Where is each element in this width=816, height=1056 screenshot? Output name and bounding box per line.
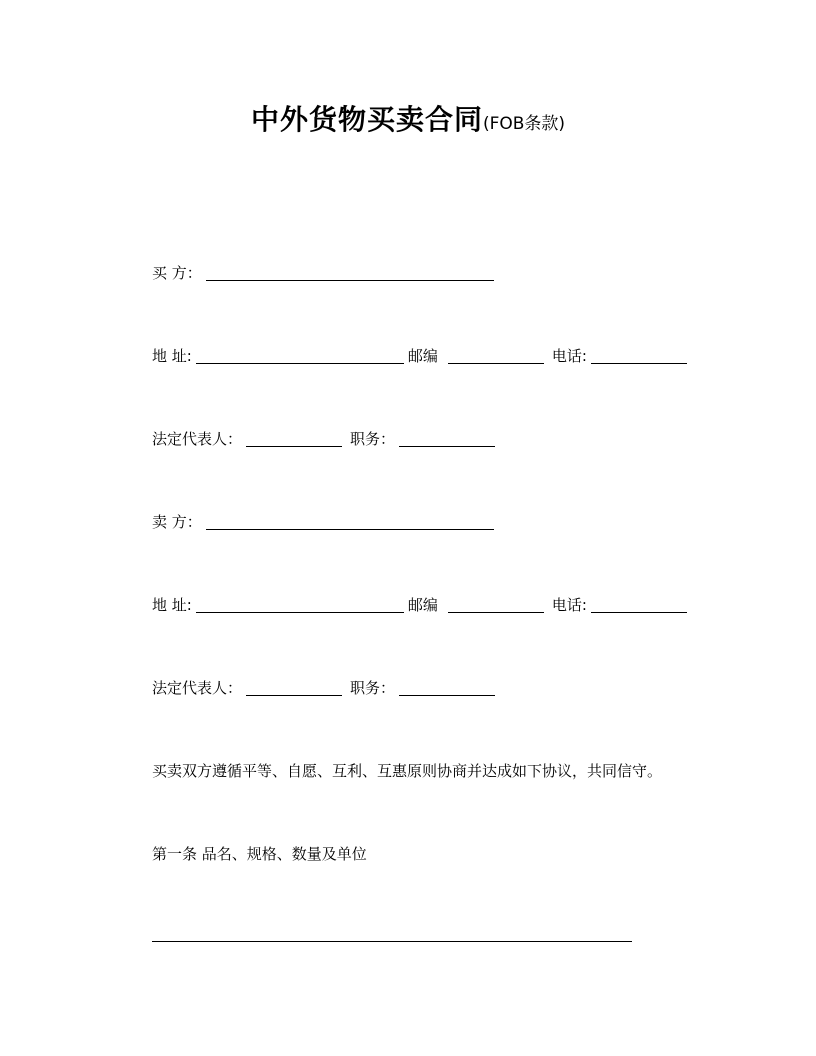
seller-address-blank[interactable]	[196, 592, 404, 613]
seller-address-label: 地 址:	[152, 596, 192, 614]
buyer-address-line	[152, 343, 691, 367]
buyer-phone-label: 电话:	[551, 347, 587, 365]
buyer-phone-blank[interactable]	[591, 343, 687, 364]
agreement-paragraph: 买卖双方遵循平等、自愿、互利、互惠原则协商并达成如下协议，共同信守。	[152, 762, 663, 780]
seller-name-blank[interactable]	[206, 509, 494, 530]
seller-postcode-blank[interactable]	[448, 592, 544, 613]
article-1-heading: 第一条 品名、规格、数量及单位	[152, 845, 367, 863]
seller-position-label: 职务：	[350, 679, 396, 697]
buyer-address-label: 地 址:	[152, 347, 192, 365]
buyer-postcode-blank[interactable]	[448, 343, 544, 364]
seller-phone-blank[interactable]	[591, 592, 687, 613]
buyer-address-blank[interactable]	[196, 343, 404, 364]
seller-legal-rep-blank[interactable]	[246, 675, 342, 696]
seller-legal-rep-line	[152, 675, 499, 699]
buyer-position-label: 职务：	[350, 430, 396, 448]
seller-label: 卖 方：	[152, 513, 202, 531]
buyer-legal-rep-label: 法定代表人：	[152, 430, 243, 448]
buyer-position-blank[interactable]	[399, 426, 495, 447]
title-subtitle: (FOB条款)	[482, 114, 566, 134]
seller-position-blank[interactable]	[399, 675, 495, 696]
buyer-line	[152, 260, 498, 284]
buyer-legal-rep-line	[152, 426, 499, 450]
buyer-legal-rep-blank[interactable]	[246, 426, 342, 447]
seller-legal-rep-label: 法定代表人：	[152, 679, 243, 697]
seller-address-line	[152, 592, 691, 616]
seller-phone-label: 电话:	[551, 596, 587, 614]
buyer-name-blank[interactable]	[206, 260, 494, 281]
buyer-label: 买 方：	[152, 264, 202, 282]
title-main: 中外货物买卖合同	[250, 103, 483, 136]
article-1-blank[interactable]	[152, 941, 632, 942]
seller-postcode-label: 邮编	[407, 596, 438, 614]
buyer-postcode-label: 邮编	[407, 347, 438, 365]
seller-line	[152, 509, 498, 533]
document-title	[0, 98, 816, 138]
